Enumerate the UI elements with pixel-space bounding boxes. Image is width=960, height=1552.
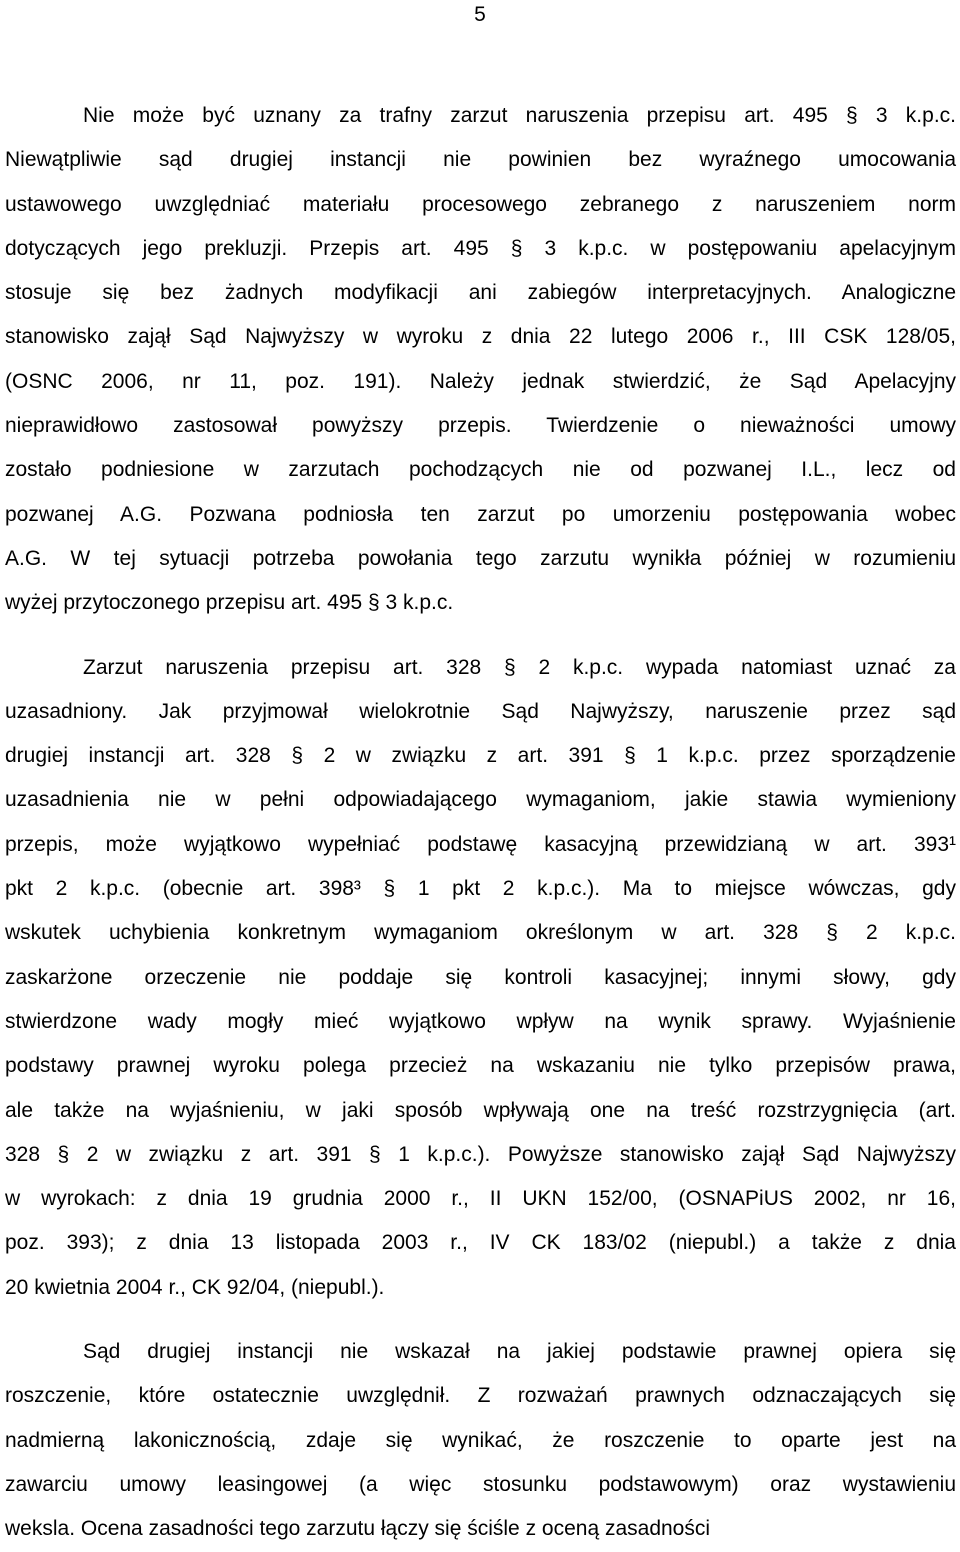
text-line: ale także na wyjaśnieniu, w jaki sposób wpływają one na treść rozstrzygnięcia (art. (5, 1098, 956, 1122)
text-line: w wyrokach: z dnia 19 grudnia 2000 r., II UKN 152/00, (OSNAPiUS 2002, nr 16, (5, 1187, 956, 1211)
paragraph-2 (5, 646, 956, 1310)
text-line: stosuje się bez żadnych modyfikacji ani zabiegów interpretacyjnych. Analogiczne (5, 281, 956, 305)
text-line: Niewątpliwie sąd drugiej instancji nie powinien bez wyraźnego umocowania (5, 148, 956, 172)
paragraph-gap (5, 626, 956, 646)
text-line: drugiej instancji art. 328 § 2 w związku z art. 391 § 1 k.p.c. przez sporządzenie (5, 744, 956, 768)
paragraph-1 (5, 94, 956, 626)
text-line: dotyczących jego prekluzji. Przepis art. 495 § 3 k.p.c. w postępowaniu apelacyjnym (5, 236, 956, 260)
text-line: weksla. Ocena zasadności tego zarzutu łączy się ściśle z oceną zasadności (5, 1517, 711, 1541)
text-line: zawarciu umowy leasingowej (a więc stosunku podstawowym) oraz wystawieniu (5, 1472, 956, 1496)
text-line: wskutek uchybienia konkretnym wymaganiom określonym w art. 328 § 2 k.p.c. (5, 921, 956, 945)
text-line: ustawowego uwzględniać materiału procesowego zebranego z naruszeniem norm (5, 192, 956, 216)
document-body (5, 94, 956, 1552)
text-line: poz. 393); z dnia 13 listopada 2003 r., IV CK 183/02 (niepubl.) a także z dnia (5, 1231, 956, 1255)
text-line: zaskarżone orzeczenie nie poddaje się kontroli kasacyjnej; innymi słowy, gdy (5, 965, 956, 989)
text-line: nieprawidłowo zastosował powyższy przepis. Twierdzenie o nieważności umowy (5, 414, 956, 438)
text-line: Nie może być uznany za trafny zarzut naruszenia przepisu art. 495 § 3 k.p.c. (83, 104, 956, 127)
text-line: podstawy prawnej wyroku polega przecież na wskazaniu nie tylko przepisów prawa, (5, 1054, 956, 1078)
text-line: stanowisko zajął Sąd Najwyższy w wyroku z dnia 22 lutego 2006 r., III CSK 128/05, (5, 325, 956, 349)
text-line: 20 kwietnia 2004 r., CK 92/04, (niepubl.). (5, 1275, 385, 1299)
page-number: 5 (474, 3, 486, 26)
text-line: wyżej przytoczonego przepisu art. 495 § 3 k.p.c. (5, 591, 454, 615)
text-line: roszczenie, które ostatecznie uwzględnił. Z rozważań prawnych odznaczających się (5, 1384, 956, 1408)
text-line: (OSNC 2006, nr 11, poz. 191). Należy jednak stwierdzić, że Sąd Apelacyjny (5, 369, 956, 393)
text-line: zostało podniesione w zarzutach pochodzących nie od pozwanej I.L., lecz od (5, 458, 956, 482)
text-line: A.G. W tej sytuacji potrzeba powołania tego zarzutu wynikła później w rozumieniu (5, 546, 956, 570)
paragraph-3 (5, 1330, 956, 1551)
text-line: pozwanej A.G. Pozwana podniosła ten zarzut po umorzeniu postępowania wobec (5, 502, 956, 526)
text-line: uzasadnienia nie w pełni odpowiadającego wymaganiom, jakie stawia wymieniony (5, 788, 956, 812)
text-line: uzasadniony. Jak przyjmował wielokrotnie Sąd Najwyższy, naruszenie przez sąd (5, 699, 956, 723)
paragraph-gap (5, 1310, 956, 1330)
text-line: stwierdzone wady mogły mieć wyjątkowo wpływ na wynik sprawy. Wyjaśnienie (5, 1009, 956, 1033)
text-line: pkt 2 k.p.c. (obecnie art. 398³ § 1 pkt 2 k.p.c.). Ma to miejsce wówczas, gdy (5, 877, 956, 901)
text-line: przepis, może wyjątkowo wypełniać podstawę kasacyjną przewidzianą w art. 393¹ (5, 832, 956, 856)
text-line: Sąd drugiej instancji nie wskazał na jakiej podstawie prawnej opiera się (83, 1340, 956, 1364)
text-line: Zarzut naruszenia przepisu art. 328 § 2 k.p.c. wypada natomiast uznać za (83, 655, 956, 679)
text-line: nadmierną lakonicznością, zdaje się wynikać, że roszczenie to oparte jest na (5, 1428, 956, 1452)
text-line: 328 § 2 w związku z art. 391 § 1 k.p.c.). Powyższe stanowisko zajął Sąd Najwyższy (5, 1142, 956, 1166)
